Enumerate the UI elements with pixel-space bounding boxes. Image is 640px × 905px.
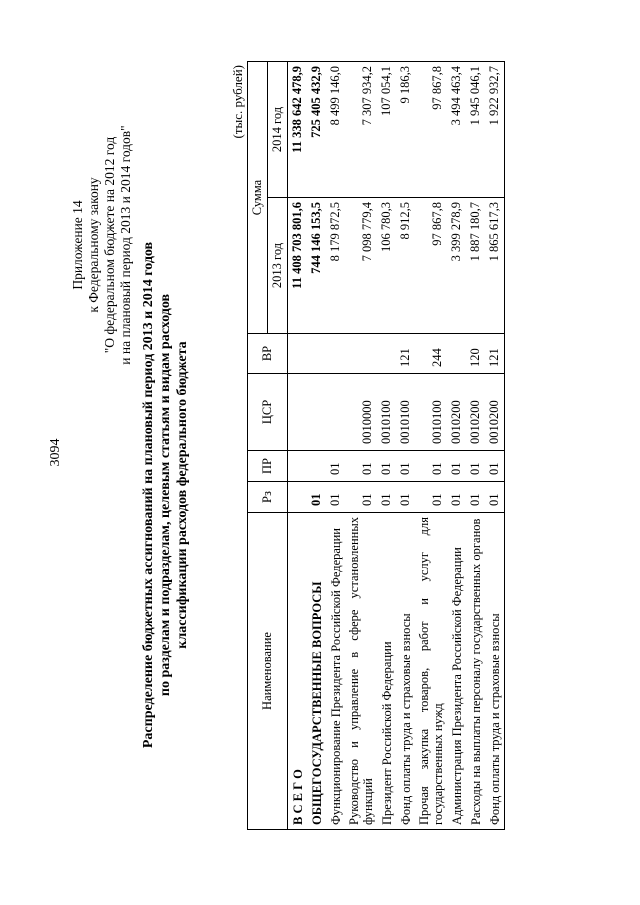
cell-name: Администрация Президента Российской Федерации <box>447 513 466 830</box>
cell-y2013: 8 179 872,5 <box>326 198 345 334</box>
page-number: 3094 <box>48 438 63 467</box>
cell-vr <box>326 334 345 374</box>
cell-csr <box>326 374 345 451</box>
cell-rz: 01 <box>377 482 396 513</box>
cell-csr: 0010100 <box>377 374 396 451</box>
table-row <box>326 62 345 830</box>
cell-name: Прочая закупка товаров, работ и услуг для государственных нужд <box>415 513 447 830</box>
table-row <box>307 62 326 830</box>
cell-csr: 0010100 <box>415 374 447 451</box>
cell-y2014: 97 867,8 <box>415 62 447 198</box>
cell-csr: 0010200 <box>466 374 485 451</box>
header-rz: Рз <box>248 482 288 513</box>
units-note: (тыс. рублей) <box>230 65 245 139</box>
cell-y2013: 744 146 153,5 <box>307 198 326 334</box>
cell-vr <box>345 334 377 374</box>
cell-name: Президент Российской Федерации <box>377 513 396 830</box>
header-sum: Сумма <box>248 62 268 334</box>
cell-y2013: 1 887 180,7 <box>466 198 485 334</box>
appendix-line-3: "О федеральном бюджете на 2012 год <box>102 136 117 354</box>
cell-y2014: 3 494 463,4 <box>447 62 466 198</box>
header-2013: 2013 год <box>268 198 288 334</box>
appendix-line-2: к Федеральному закону <box>86 177 101 313</box>
header-csr: ЦСР <box>248 374 288 451</box>
cell-name: Функционирование Президента Российской Федерации <box>326 513 345 830</box>
cell-rz: 01 <box>447 482 466 513</box>
cell-name: В С Е Г О <box>288 513 308 830</box>
header-pr: ПР <box>248 451 288 482</box>
cell-csr: 0010100 <box>396 374 415 451</box>
table-header-row <box>248 62 268 830</box>
cell-rz: 01 <box>415 482 447 513</box>
cell-name: Фонд оплаты труда и страховые взносы <box>396 513 415 830</box>
budget-table <box>247 61 505 830</box>
table-row <box>415 62 447 830</box>
appendix-line-1: Приложение 14 <box>70 200 85 290</box>
cell-y2013: 11 408 703 801,6 <box>288 198 308 334</box>
header-vr: ВР <box>248 334 288 374</box>
cell-vr: 120 <box>466 334 485 374</box>
cell-pr: 01 <box>447 451 466 482</box>
cell-y2014: 11 338 642 478,9 <box>288 62 308 198</box>
cell-name: Фонд оплаты труда и страховые взносы <box>485 513 505 830</box>
cell-y2013: 1 865 617,3 <box>485 198 505 334</box>
cell-name: Руководство и управление в сфере установленных функций <box>345 513 377 830</box>
cell-y2013: 106 780,3 <box>377 198 396 334</box>
cell-pr <box>288 451 308 482</box>
cell-rz: 01 <box>485 482 505 513</box>
cell-y2014: 9 186,3 <box>396 62 415 198</box>
document-title <box>140 235 191 755</box>
cell-rz: 01 <box>345 482 377 513</box>
cell-csr <box>307 374 326 451</box>
cell-pr: 01 <box>485 451 505 482</box>
cell-y2013: 3 399 278,9 <box>447 198 466 334</box>
title-line-1: Распределение бюджетных ассигнований на плановый период 2013 и 2014 годов <box>141 241 156 749</box>
cell-rz: 01 <box>396 482 415 513</box>
cell-name: ОБЩЕГОСУДАРСТВЕННЫЕ ВОПРОСЫ <box>307 513 326 830</box>
table-row <box>288 62 308 830</box>
table-row <box>485 62 505 830</box>
appendix-header <box>70 80 134 410</box>
cell-pr <box>307 451 326 482</box>
cell-vr <box>288 334 308 374</box>
header-2014: 2014 год <box>268 62 288 198</box>
cell-y2013: 8 912,5 <box>396 198 415 334</box>
table-row <box>345 62 377 830</box>
header-name: Наименование <box>248 513 288 830</box>
cell-pr: 01 <box>326 451 345 482</box>
table-row <box>466 62 485 830</box>
cell-name: Расходы на выплаты персоналу государственных органов <box>466 513 485 830</box>
appendix-line-4: и на плановый период 2013 и 2014 годов" <box>118 125 133 365</box>
cell-pr: 01 <box>345 451 377 482</box>
title-line-3: классификации расходов федерального бюджета <box>175 341 190 649</box>
cell-vr: 121 <box>396 334 415 374</box>
table-row <box>396 62 415 830</box>
cell-y2014: 725 405 432,9 <box>307 62 326 198</box>
cell-y2014: 1 945 046,1 <box>466 62 485 198</box>
table-row <box>377 62 396 830</box>
cell-rz: 01 <box>466 482 485 513</box>
cell-vr: 244 <box>415 334 447 374</box>
cell-pr: 01 <box>377 451 396 482</box>
cell-y2014: 1 922 932,7 <box>485 62 505 198</box>
cell-y2014: 7 307 934,2 <box>345 62 377 198</box>
cell-rz <box>288 482 308 513</box>
cell-rz: 01 <box>326 482 345 513</box>
cell-pr: 01 <box>466 451 485 482</box>
cell-y2013: 97 867,8 <box>415 198 447 334</box>
cell-vr <box>377 334 396 374</box>
cell-pr: 01 <box>415 451 447 482</box>
cell-vr <box>307 334 326 374</box>
cell-pr: 01 <box>396 451 415 482</box>
table-row <box>447 62 466 830</box>
cell-vr: 121 <box>485 334 505 374</box>
cell-csr: 0010200 <box>447 374 466 451</box>
cell-y2014: 8 499 146,0 <box>326 62 345 198</box>
cell-vr <box>447 334 466 374</box>
cell-rz: 01 <box>307 482 326 513</box>
cell-csr: 0010000 <box>345 374 377 451</box>
title-line-2: по разделам и подразделам, целевым статьям и видам расходов <box>158 293 173 697</box>
cell-y2013: 7 098 779,4 <box>345 198 377 334</box>
cell-y2014: 107 054,1 <box>377 62 396 198</box>
table-body <box>288 62 505 830</box>
cell-csr <box>288 374 308 451</box>
cell-csr: 0010200 <box>485 374 505 451</box>
